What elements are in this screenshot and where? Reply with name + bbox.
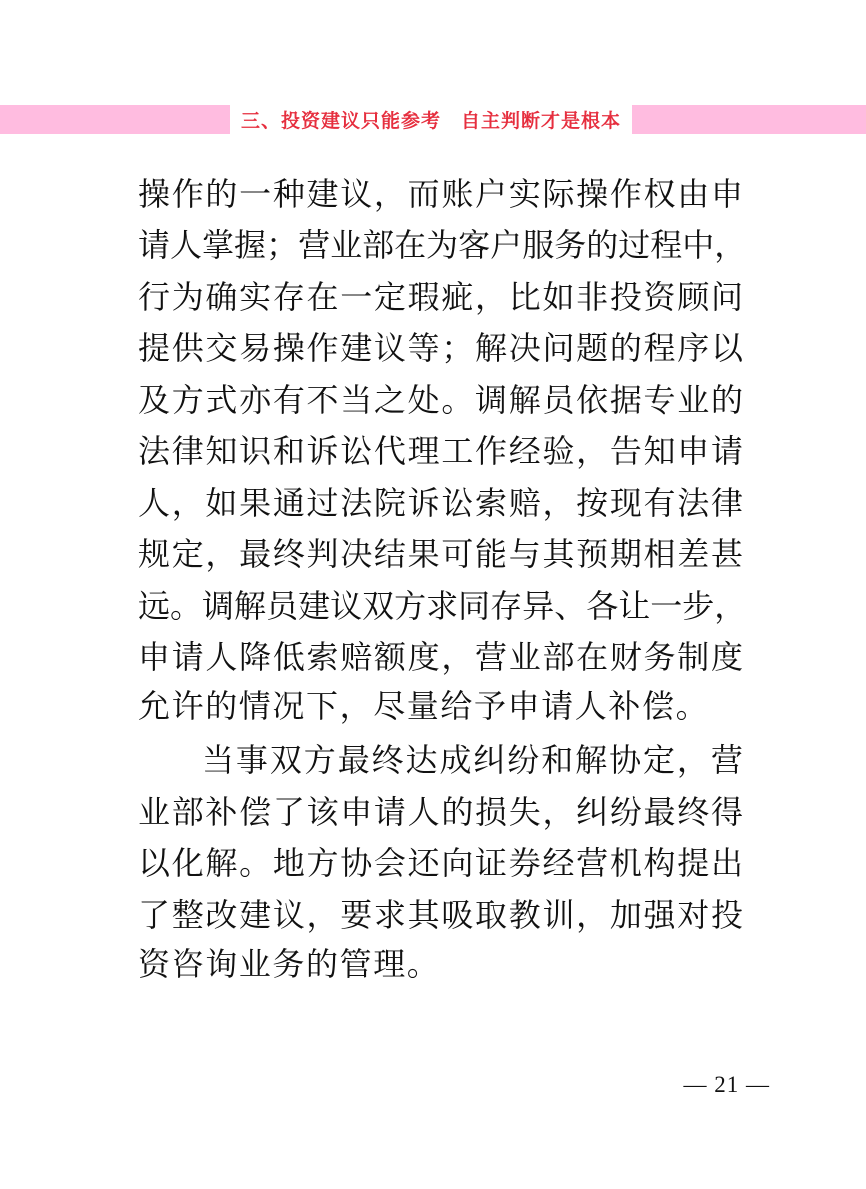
body-line: 允许的情况下，尽量给予申请人补偿。	[138, 688, 710, 724]
body-line: 规 定 ， 最 终 判 决 结 果 可 能 与 其 预 期 相 差 甚	[138, 536, 743, 573]
body-line: 法 律 知 识 和 诉 讼 代 理 工 作 经 验 ， 告 知 申 请	[138, 433, 743, 470]
body-text	[138, 166, 747, 990]
chapter-header-band	[0, 105, 866, 134]
page-number: — 21 —	[683, 1072, 770, 1097]
paragraph-1	[138, 166, 747, 733]
chapter-title: 三、投资建议只能参考 自主判断才是根本	[240, 111, 621, 132]
body-line: 请 人 掌 握 ； 营 业 部 在 为 客 户 服 务 的 过 程 中 ，	[138, 227, 747, 264]
body-line: 当 事 双 方 最 终 达 成 纠 纷 和 解 协 定 ， 营	[202, 742, 743, 779]
paragraph-2	[138, 733, 743, 991]
header-band-right-bar	[632, 105, 866, 134]
body-line: 提 供 交 易 操 作 建 议 等 ； 解 决 问 题 的 程 序 以	[138, 330, 743, 367]
body-line: 业 部 补 偿 了 该 申 请 人 的 损 失 ， 纠 纷 最 终 得	[138, 793, 743, 830]
body-line: 操 作 的 一 种 建 议 ， 而 账 户 实 际 操 作 权 由 申	[138, 175, 743, 212]
body-line: 资咨询业务的管理。	[138, 945, 441, 982]
body-line: 远 。 调 解 员 建 议 双 方 求 同 存 异 、 各 让 一 步 ，	[138, 587, 747, 624]
header-band-left-bar	[0, 105, 230, 134]
body-line: 及 方 式 亦 有 不 当 之 处 。 调 解 员 依 据 专 业 的	[138, 381, 743, 418]
body-line: 申 请 人 降 低 索 赔 额 度 ， 营 业 部 在 财 务 制 度	[138, 639, 743, 676]
body-line: 行 为 确 实 存 在 一 定 瑕 疵 ， 比 如 非 投 资 顾 问	[138, 278, 743, 315]
body-line: 了 整 改 建 议 ， 要 求 其 吸 取 教 训 ， 加 强 对 投	[138, 896, 743, 933]
body-line: 人 ， 如 果 通 过 法 院 诉 讼 索 赔 ， 按 现 有 法 律	[138, 484, 743, 521]
body-line: 以 化 解 。 地 方 协 会 还 向 证 券 经 营 机 构 提 出	[138, 845, 743, 882]
